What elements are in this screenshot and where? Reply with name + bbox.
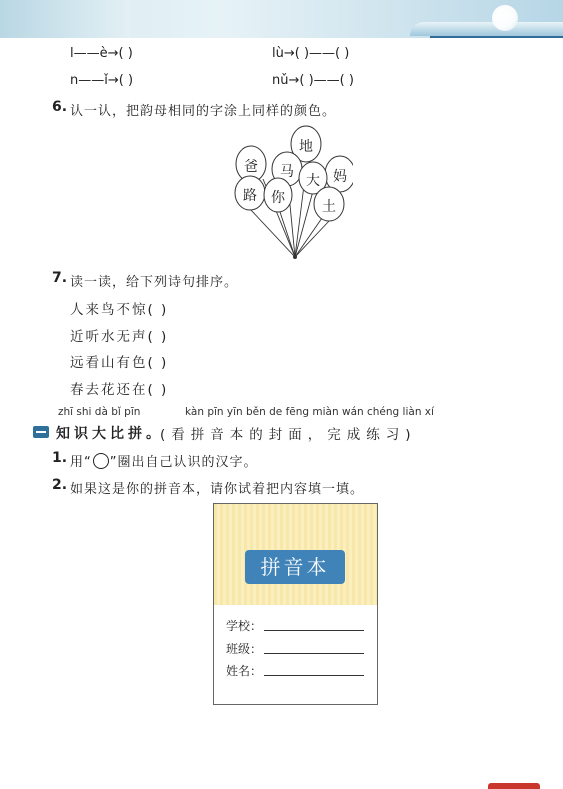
notebook-label: 拼音本 xyxy=(245,550,345,584)
balloon-label-ma: 马 xyxy=(280,164,294,180)
balloon-label-ni: 你 xyxy=(271,190,285,206)
field-line-name[interactable] xyxy=(264,675,364,676)
balloon-label-lu: 路 xyxy=(243,188,257,204)
field-line-school[interactable] xyxy=(264,630,364,631)
q2-text: 如果这是你的拼音本，请你试着把内容填一填。 xyxy=(70,482,365,497)
field-label-school: 学校： xyxy=(226,619,263,633)
q6-number: 6. xyxy=(52,99,68,115)
balloon-label-ma2: 妈 xyxy=(333,169,347,185)
q1-text-after: ”圈出自己认识的汉字。 xyxy=(109,455,258,470)
q1-number: 1. xyxy=(52,450,68,466)
exercise-line-3: n——ǐ→( ) xyxy=(70,73,134,88)
section-icon xyxy=(33,426,49,438)
page-corner-tab xyxy=(488,783,540,789)
section-subtitle: (看拼音本的封面，完成练习) xyxy=(160,427,417,443)
circle-icon xyxy=(93,453,109,469)
exercise-line-4: nǔ→( )——( ) xyxy=(272,73,354,88)
poem-line-1: 人来鸟不惊( ) xyxy=(70,302,169,318)
section-subtitle-pinyin: kàn pīn yīn běn de fēng miàn wán chéng liàn xí xyxy=(185,406,434,418)
balloon-label-da: 大 xyxy=(306,173,320,189)
poem-line-2: 近听水无声( ) xyxy=(70,329,169,345)
exercise-line-2: lù→( )——( ) xyxy=(272,46,350,61)
header-wave xyxy=(410,22,563,36)
poem-line-3: 远看山有色( ) xyxy=(70,355,169,371)
section-title-pinyin: zhī shi dà bǐ pīn xyxy=(58,406,141,418)
field-line-class[interactable] xyxy=(264,653,364,654)
poem-line-4: 春去花还在( ) xyxy=(70,382,169,398)
field-label-name: 姓名： xyxy=(226,664,263,678)
sun-icon xyxy=(492,5,518,31)
section-title: 知识大比拼。 xyxy=(56,426,164,442)
balloon-label-ba: 爸 xyxy=(244,159,258,175)
field-label-class: 班级： xyxy=(226,642,263,656)
balloon-label-tu: 土 xyxy=(322,199,336,215)
q7-number: 7. xyxy=(52,270,68,286)
header-line xyxy=(430,36,563,38)
header-decoration xyxy=(0,0,130,38)
q1-text xyxy=(70,451,258,470)
q6-text: 认一认，把韵母相同的字涂上同样的颜色。 xyxy=(70,104,337,119)
q2-number: 2. xyxy=(52,477,68,493)
balloon-label-di: 地 xyxy=(299,139,313,155)
q7-text: 读一读，给下列诗句排序。 xyxy=(70,275,239,290)
q1-text-before: 用“ xyxy=(70,455,92,470)
exercise-line-1: l——è→( ) xyxy=(70,46,133,61)
